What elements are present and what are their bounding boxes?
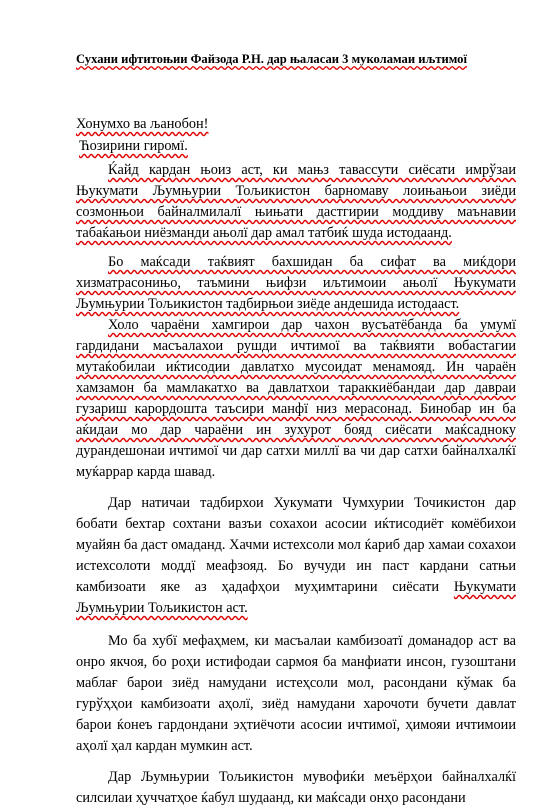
paragraph-5: Мо ба хубї мефаҳмем, ки масъалаи камбизоатї доманадор аст ва онро якчоя, бо роҳи истифодаи сармоя ба манфиати инсон, гузоштани маблағ барои зиёд намудани истеҳсоли мол, расондани кўмак ба гурўҳҳои камбизоати аҳолї, зиёд намудани харочоти бучети давлат барои ќонеъ гардондани эҳтиёчоти асосии ичтимої, ҳимояи ичтимоии аҳолї ҳал кардан мумкин аст.: [76, 633, 516, 754]
greeting-line-2: Ћозирини гиромї.: [79, 138, 188, 154]
paragraph-4: [76, 493, 516, 619]
paragraph-2: Бо маќсади таќвият бахшидан ба сифат ва миќдори хизматрасонињо, таъмини њифзи иљтимоии ањолї Њукумати Љумњурии Тољикистон тадбирњои зиёде андешида истодааст.: [76, 254, 516, 312]
document-title: Сухани ифтитоњии Файзода Р.Н. дар њаласаи 3 муколамаи иљтимої: [76, 52, 467, 66]
paragraph-6: Дар Љумњурии Тољикистон мувофиќи меъёрҳои байналхалќї силсилаи ҳуччатҳое ќабул шудаанд, ки маќсади онҳо расондани: [76, 769, 516, 806]
paragraph-3: [76, 315, 516, 483]
paragraph-1: Ќайд кардан њоиз аст, ки мањз тавассути сиёсати имрўзаи Њукумати Љумњурии Тољикистон барномаву лоињањои зиёди созмонњои байналмилалї њињати дастгирии моддиву маънавии табаќањои ниёзманди ањолї дар амал татбиќ шуда истодаанд.: [76, 162, 516, 241]
paragraph-4-text: Дар натичаи тадбирхои Хукумати Чумхурии Точикистон дар бобати бехтар сохтани вазъи сохахои асосии иќтисодиёт комёбихои муайян ба даст омаданд. Хачми истехсоли мол ќариб дар хамаи сохахои истехсолоти моддї меафзояд. Бо вучуди ин паст кардани сатњи камбизоати яке аз ҳадафҳои муҳимтарини сиёсати: [76, 495, 516, 595]
greeting-line: Хонумхо ва љанобон!: [76, 116, 209, 132]
paragraph-3-flagged-text: Холо чараёни хамгирои дар чахон вусъатёбанда ба умумї гардидани масъалахои рушди ичтимої ва таќвияти вобастагии мутаќобилаи иќтисодии давлатхо мусоидат менамояд. Ин чараён хамзамон ба мамлакатхо ва давлатхои тараккиёбандаи дар давраи гузариш карордошта таъсири манфї низ мерасонад. Бинобар ин ба аќидаи мо дар чараёни ин зухурот бояд сиёсати маќсадноку: [76, 317, 516, 438]
paragraph-3-text: дурандешонаи ичтимої чи дар сатхи миллї ва чи дар сатхи байналхалќї муќаррар карда шавад.: [76, 443, 516, 480]
paragraph-4-flagged-text: Њукумати Љумњурии Тољикистон аст.: [76, 579, 516, 616]
body-text: [76, 160, 516, 809]
